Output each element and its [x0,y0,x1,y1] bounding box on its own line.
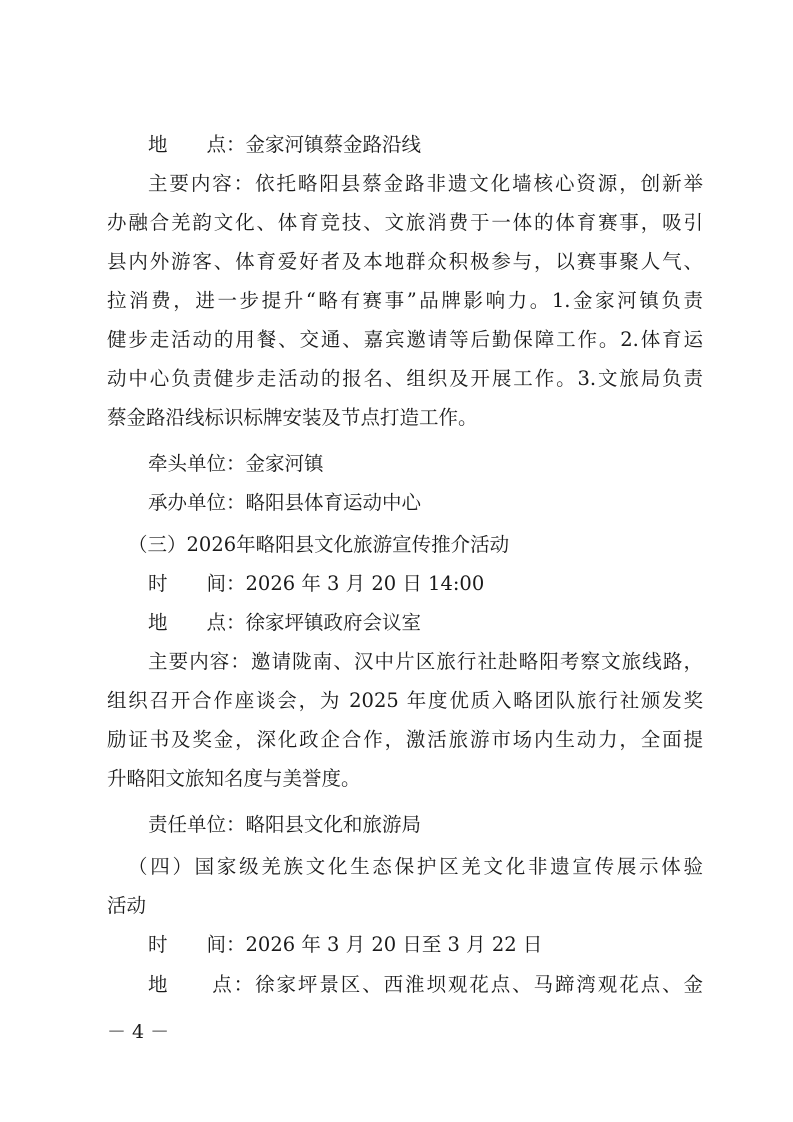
body-text-line: 拉消费，进一步提升“略有赛事”品牌影响力。1.金家河镇负责 [107,289,703,312]
body-text-line: 主要内容：邀请陇南、汉中片区旅行社赴略阳考察文旅线路， [148,650,703,673]
section-heading-continued: 活动 [107,894,147,917]
body-text-line: 动中心负责健步走活动的报名、组织及开展工作。3.文旅局负责 [107,367,703,390]
lead-unit-line: 牵头单位：金家河镇 [148,452,324,475]
location-line: 地 点：徐家坪镇政府会议室 [148,611,422,634]
time-line: 时 间：2026 年 3 月 20 日至 3 月 22 日 [148,933,543,956]
location-line: 地 点：金家河镇蔡金路沿线 [148,133,422,156]
section-heading: （三）2026年略阳县文化旅游宣传推介活动 [128,533,510,556]
page-number: － 4 － [107,1021,170,1043]
section-heading: （四）国家级羌族文化生态保护区羌文化非遗宣传展示体验 [128,855,703,878]
responsible-unit-line: 责任单位：略阳县文化和旅游局 [148,813,422,836]
body-text-line: 办融合羌韵文化、体育竞技、文旅消费于一体的体育赛事，吸引 [107,211,703,234]
body-text-line: 主要内容：依托略阳县蔡金路非遗文化墙核心资源，创新举 [148,172,703,195]
host-unit-line: 承办单位：略阳县体育运动中心 [148,491,422,514]
body-text-line: 健步走活动的用餐、交通、嘉宾邀请等后勤保障工作。2.体育运 [107,328,703,351]
body-text-line: 县内外游客、体育爱好者及本地群众积极参与，以赛事聚人气、 [107,250,703,273]
body-text-line: 蔡金路沿线标识标牌安装及节点打造工作。 [107,406,478,429]
body-text-line: 励证书及奖金，深化政企合作，激活旅游市场内生动力，全面提 [107,728,703,751]
time-line: 时 间：2026 年 3 月 20 日 14:00 [148,572,485,595]
location-line: 地 点：徐家坪景区、西淮坝观花点、马蹄湾观花点、金 [148,973,703,996]
body-text-line: 升略阳文旅知名度与美誉度。 [107,767,361,790]
body-text-line: 组织召开合作座谈会，为 2025 年度优质入略团队旅行社颁发奖 [107,689,703,712]
